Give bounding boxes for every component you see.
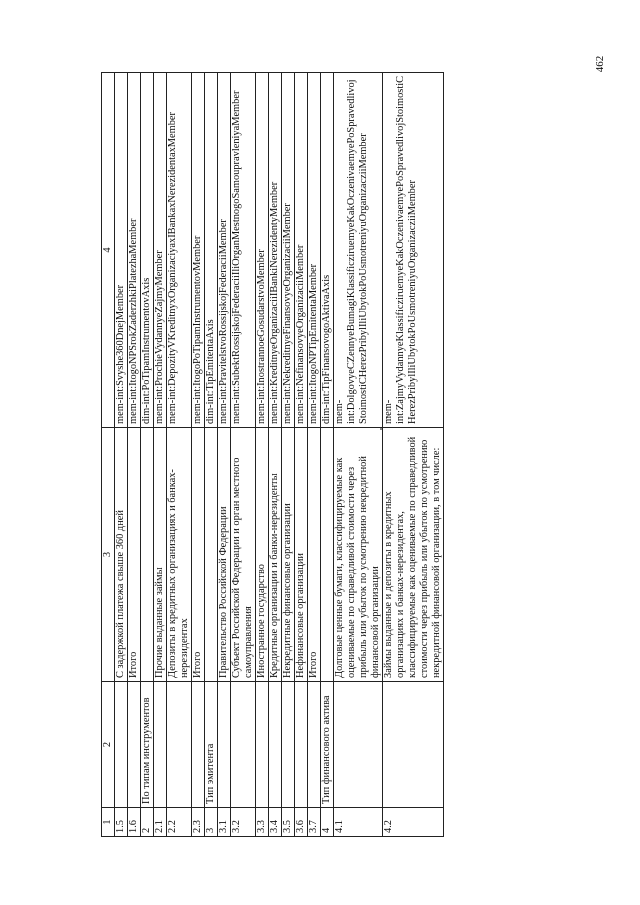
- row-number: 4.1: [334, 808, 383, 837]
- row-number: 3.3: [256, 808, 269, 837]
- table-row: [205, 73, 218, 837]
- row-member: mem-int:PravitelstvoRossijskojFederaciiMember: [218, 73, 231, 428]
- row-name: Итого: [128, 428, 141, 682]
- row-name: Субъект Российской Федерации и орган местного самоуправления: [231, 428, 256, 682]
- row-name: С задержкой платежа свыше 360 дней: [115, 428, 128, 682]
- row-member: mem-int:ItogoNPTipEmitentaMember: [308, 73, 321, 428]
- row-number: 3.4: [269, 808, 282, 837]
- header-cell-3: 3: [102, 428, 115, 682]
- table-row: [128, 73, 141, 837]
- row-member: dim-int:PoTipamInstrumentovAxis: [141, 73, 154, 428]
- table-row: [192, 73, 205, 837]
- table-row: [115, 73, 128, 837]
- row-number: 3.1: [218, 808, 231, 837]
- row-name: Некредитные финансовые организации: [282, 428, 295, 682]
- page-number: [590, 55, 610, 82]
- row-number: 2: [141, 808, 154, 837]
- row-name: Займы выданные и депозиты в кредитных организациях и банках-нерезидентах, классифицируемые как оцениваемые по справедливой стоимости через прибыль или убыток по усмотрению некредитной финансовой организации, в том числе:: [383, 428, 444, 682]
- row-name: [321, 428, 334, 682]
- row-group: [269, 682, 282, 808]
- row-group: Тип финансового актива: [321, 682, 334, 808]
- row-number: 2.3: [192, 808, 205, 837]
- row-member: mem-int:ZajmyVydannyeKlassificziruemyeKakOczenivaemyePoSpravedlivojStoimostiCHerezPribylIliUbytokPoUsmotreniyuOrganizacziiMember: [383, 73, 444, 428]
- row-name: Правительство Российской Федерации: [218, 428, 231, 682]
- table-row: [269, 73, 282, 837]
- row-name: [141, 428, 154, 682]
- row-number: 2.1: [154, 808, 167, 837]
- row-number: 2.2: [167, 808, 192, 837]
- table-row: [383, 73, 444, 837]
- row-number: 3.2: [231, 808, 256, 837]
- row-name: Иностранное государство: [256, 428, 269, 682]
- table-row: [231, 73, 256, 837]
- row-member: mem-int:NekreditnyeFinansovyeOrganizaciiMember: [282, 73, 295, 428]
- row-group: [308, 682, 321, 808]
- row-group: [128, 682, 141, 808]
- row-member: mem-int:DepozityVKreditnyxOrganizaciyaxIBankaxNerezidentaxMember: [167, 73, 192, 428]
- row-number: 1.5: [115, 808, 128, 837]
- table-row: [154, 73, 167, 837]
- table-row: [256, 73, 269, 837]
- row-name: Итого: [192, 428, 205, 682]
- row-member: mem-int:ItogoNPSrokZaderzhkiPlatezhaMember: [128, 73, 141, 428]
- row-group: [167, 682, 192, 808]
- classification-table: [101, 72, 444, 837]
- header-cell-1: 1: [102, 808, 115, 837]
- row-number: 3: [205, 808, 218, 837]
- row-member: dim-int:TipEmitentaAxis: [205, 73, 218, 428]
- row-member: mem-int:Svyshe360DnejMember: [115, 73, 128, 428]
- table-row: [308, 73, 321, 837]
- row-number: 3.7: [308, 808, 321, 837]
- row-member: mem-int:ProchieVydannyeZajmyMember: [154, 73, 167, 428]
- row-group: [282, 682, 295, 808]
- row-member: mem-int:ItogoPoTipamInstrumentovMember: [192, 73, 205, 428]
- row-number: 3.6: [295, 808, 308, 837]
- row-member: mem-int:KreditnyeOrganizaciiIBankiNerezidentyMember: [269, 73, 282, 428]
- row-member: mem-int:DolgovyeCZennyeBumagiKlassificziruemyeKakOczenivaemyePoSpravedlivojStoimostiCHerezPribylIliUbytokPoUsmotreniyuOrganizacziiMember: [334, 73, 383, 428]
- row-group: [218, 682, 231, 808]
- row-member: dim-int:TipFinansovogoAktivaAxis: [321, 73, 334, 428]
- row-number: 4.2: [383, 808, 444, 837]
- row-number: 3.5: [282, 808, 295, 837]
- row-group: [295, 682, 308, 808]
- table-row: [321, 73, 334, 837]
- row-group: [231, 682, 256, 808]
- page-number-text: 462: [594, 55, 606, 73]
- rotated-table-area: [101, 72, 506, 837]
- row-group: [334, 682, 383, 808]
- row-group: [115, 682, 128, 808]
- table-row: [295, 73, 308, 837]
- table-row: [167, 73, 192, 837]
- row-group: [256, 682, 269, 808]
- row-member: mem-int:NefinansovyeOrganizaciiMember: [295, 73, 308, 428]
- row-name: [205, 428, 218, 682]
- table-header-row: [102, 73, 115, 837]
- table-row: [334, 73, 383, 837]
- row-member: mem-int:InostrannoeGosudarstvoMember: [256, 73, 269, 428]
- row-name: Итого: [308, 428, 321, 682]
- table-row: [141, 73, 154, 837]
- table-row: [218, 73, 231, 837]
- row-group: По типам инструментов: [141, 682, 154, 808]
- row-name: Депозиты в кредитных организациях и банках-нерезидентах: [167, 428, 192, 682]
- table-row: [282, 73, 295, 837]
- table-body: [102, 73, 444, 837]
- row-name: Долговые ценные бумаги, классифицируемые как оцениваемые по справедливой стоимости через прибыль или убыток по усмотрению некредитной финансовой организации: [334, 428, 383, 682]
- row-name: Кредитные организации и банки-нерезиденты: [269, 428, 282, 682]
- row-number: 1.6: [128, 808, 141, 837]
- row-name: Нефинансовые организации: [295, 428, 308, 682]
- row-number: 4: [321, 808, 334, 837]
- row-group: Тип эмитента: [205, 682, 218, 808]
- header-cell-2: 2: [102, 682, 115, 808]
- row-group: [383, 682, 444, 808]
- row-name: Прочие выданные займы: [154, 428, 167, 682]
- row-group: [192, 682, 205, 808]
- row-group: [154, 682, 167, 808]
- header-cell-4: 4: [102, 73, 115, 428]
- row-member: mem-int:SubektRossijskojFederaciiIliOrganMestnogoSamoupravleniyaMember: [231, 73, 256, 428]
